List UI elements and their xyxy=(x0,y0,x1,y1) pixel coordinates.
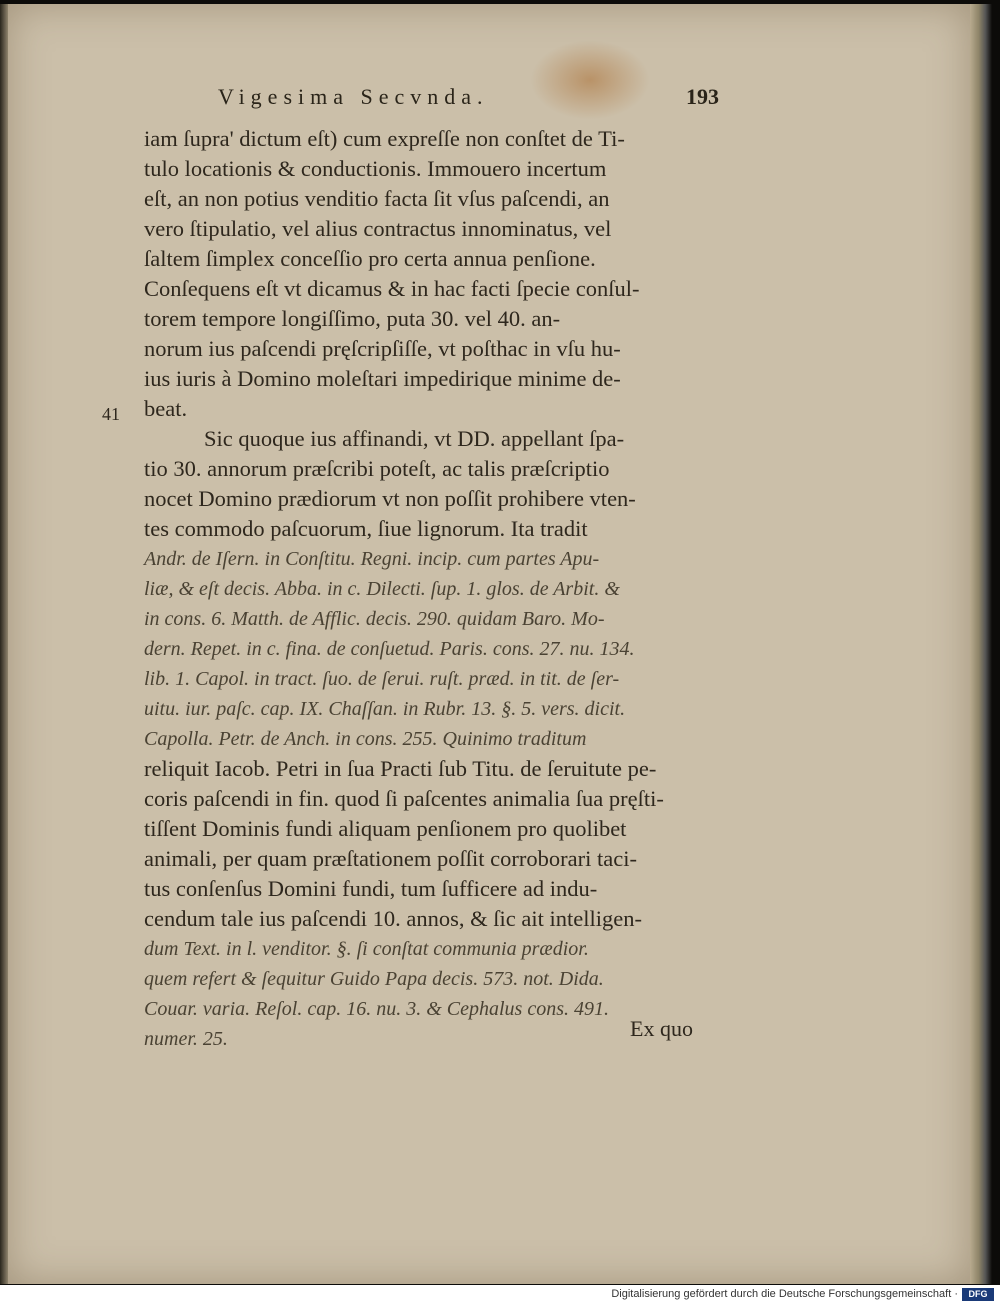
text-line: tes commodo paſcuorum, ſiue lignorum. Ita tradit xyxy=(144,516,588,541)
body-text xyxy=(144,124,722,1054)
text-line: tulo locationis & conductionis. Immouero incertum xyxy=(144,156,607,181)
page-number: 193 xyxy=(686,84,719,109)
text-line: cendum tale ius paſcendi 10. annos, & ſic ait intelligen- xyxy=(144,906,642,931)
text-line: vero ſtipulatio, vel alius contractus innominatus, vel xyxy=(144,216,612,241)
text-line: animali, per quam præſtationem poſſit corroborari taci- xyxy=(144,846,637,871)
text-line: numer. 25. xyxy=(144,1028,228,1050)
text-line: quem refert & ſequitur Guido Papa decis. 573. not. Dida. xyxy=(144,968,604,990)
text-line: tus conſenſus Domini fundi, tum ſufficere ad indu- xyxy=(144,876,598,901)
text-line: reliquit Iacob. Petri in ſua Practi ſub Titu. de ſeruitute pe- xyxy=(144,756,657,781)
text-line: ſaltem ſimplex conceſſio pro certa annua penſione. xyxy=(144,246,596,271)
text-line: torem tempore longiſſimo, puta 30. vel 40. an- xyxy=(144,306,561,331)
text-line: Andr. de Iſern. in Conſtitu. Regni. incip. cum partes Apu- xyxy=(144,548,600,570)
text-line: lib. 1. Capol. in tract. ſuo. de ſerui. ruſt. præd. in tit. de ſer- xyxy=(144,668,620,690)
marginal-note-number: 41 xyxy=(102,404,120,424)
text-line: Capolla. Petr. de Anch. in cons. 255. Quinimo traditum xyxy=(144,728,587,750)
digitization-footer xyxy=(0,1285,1000,1305)
text-line: beat. xyxy=(144,396,188,421)
text-line: tiſſent Dominis fundi aliquam penſionem pro quolibet xyxy=(144,816,627,841)
text-line: coris paſcendi in fin. quod ſi paſcentes animalia ſua pręſti- xyxy=(144,786,664,811)
text-line: dum Text. in l. venditor. §. ſi conſtat communia prædior. xyxy=(144,938,589,960)
text-line: nocet Domino prædiorum vt non poſſit prohibere vten- xyxy=(144,486,636,511)
book-spine xyxy=(970,4,992,1284)
text-line: iam ſupra' dictum eſt) cum expreſſe non conſtet de Ti- xyxy=(144,126,625,151)
text-line: in cons. 6. Matth. de Afflic. decis. 290. quidam Baro. Mo- xyxy=(144,608,605,630)
text-line: norum ius paſcendi pręſcripſiſſe, vt poſthac in vſu hu- xyxy=(144,336,621,361)
footer-credit: Digitalisierung gefördert durch die Deutsche Forschungsgemeinschaft · xyxy=(611,1288,958,1300)
catchword: Ex quo xyxy=(630,1016,693,1041)
text-line: liæ, & eſt decis. Abba. in c. Dilecti. ſup. 1. glos. de Arbit. & xyxy=(144,578,620,600)
running-title: Vigesima Secvnda. xyxy=(218,84,489,109)
text-line: eſt, an non potius venditio facta ſit vſus paſcendi, an xyxy=(144,186,610,211)
text-line: uitu. iur. paſc. cap. IX. Chaſſan. in Rubr. 13. §. 5. vers. dicit. xyxy=(144,698,626,720)
text-line: Couar. varia. Reſol. cap. 16. nu. 3. & Cephalus cons. 491. xyxy=(144,998,609,1020)
text-line: tio 30. annorum præſcribi poteſt, ac talis præſcriptio xyxy=(144,456,610,481)
text-line: Sic quoque ius affinandi, vt DD. appellant ſpa- xyxy=(204,426,625,451)
text-line: ius iuris à Domino moleſtari impedirique minime de- xyxy=(144,366,621,391)
text-line: dern. Repet. in c. fina. de conſuetud. Paris. cons. 27. nu. 134. xyxy=(144,638,635,660)
dfg-logo-icon: DFG xyxy=(962,1288,994,1301)
text-line: Conſequens eſt vt dicamus & in hac facti ſpecie conſul- xyxy=(144,276,640,301)
